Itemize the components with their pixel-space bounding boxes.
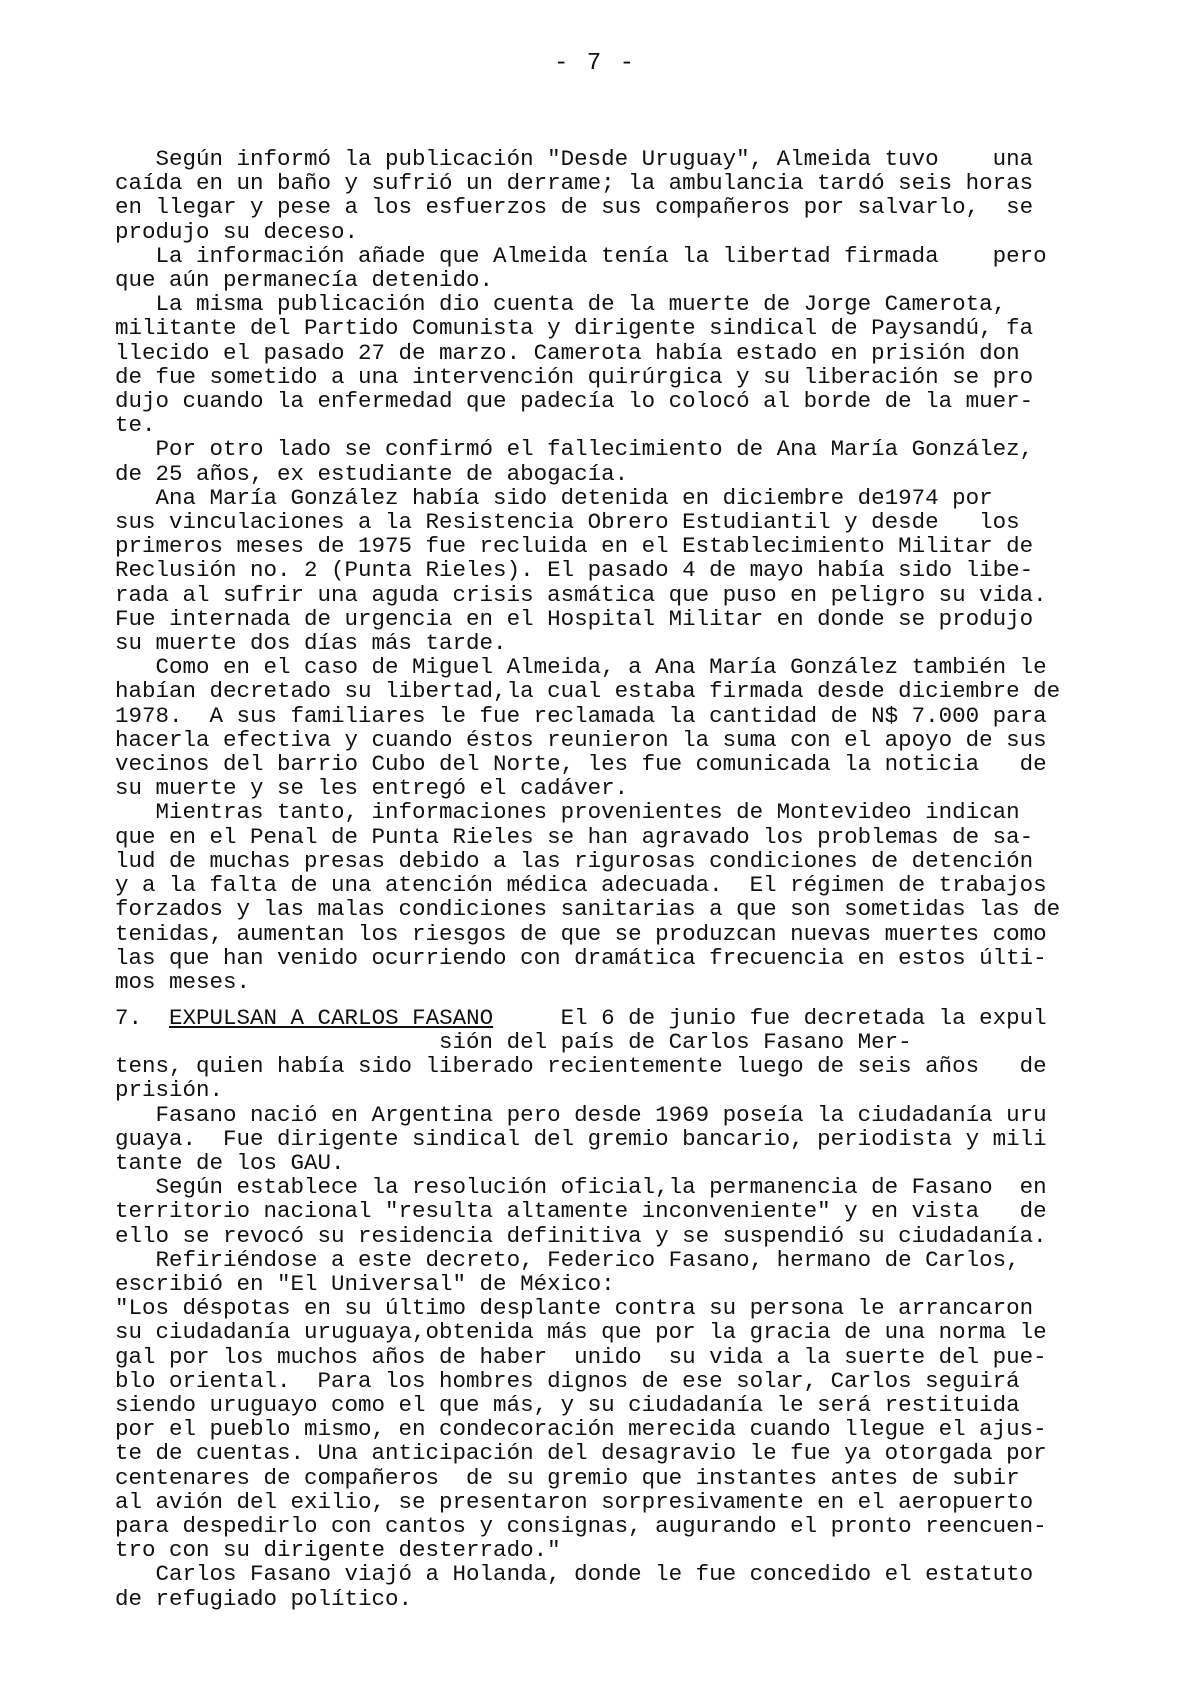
text-line: tenidas, aumentan los riesgos de que se produzcan nuevas muertes como xyxy=(115,920,1047,947)
text-line: hacerla efectiva y cuando éstos reunieron la suma con el apoyo de sus xyxy=(115,726,1047,753)
text-line: Fasano nació en Argentina pero desde 1969 poseía la ciudadanía uru xyxy=(115,1101,1047,1128)
text-line: tante de los GAU. xyxy=(115,1150,345,1177)
text-line: su ciudadanía uruguaya,obtenida más que por la gracia de una norma le xyxy=(115,1319,1047,1346)
text-line: su muerte dos días más tarde. xyxy=(115,630,507,657)
text-line: forzados y las malas condiciones sanitarias a que son sometidas las de xyxy=(115,896,1061,923)
text-line: dujo cuando la enfermedad que padecía lo colocó al borde de la muer- xyxy=(115,388,1034,415)
text-line: produjo su deceso. xyxy=(115,218,359,245)
text-line: de 25 años, ex estudiante de abogacía. xyxy=(115,460,629,487)
text-line: Ana María González había sido detenida en diciembre de1974 por xyxy=(115,484,993,511)
body-text-section-1 xyxy=(115,147,1110,994)
text-line: tro con su dirigente desterrado." xyxy=(115,1537,561,1564)
text-line: ello se revocó su residencia definitiva y se suspendió su ciudadanía. xyxy=(115,1222,1047,1249)
text-line: en llegar y pese a los esfuerzos de sus compañeros por salvarlo, se xyxy=(115,194,1034,221)
text-line: mos meses. xyxy=(115,968,251,995)
text-line: que aún permanecía detenido. xyxy=(115,267,494,294)
text-line: centenares de compañeros de su gremio que instantes antes de subir xyxy=(115,1464,1020,1491)
text-line: guaya. Fue dirigente sindical del gremio bancario, periodista y mili xyxy=(115,1125,1047,1152)
text-line: siendo uruguayo como el que más, y su ciudadanía le será restituida xyxy=(115,1392,1020,1419)
text-line: escribió en "El Universal" de México: xyxy=(115,1271,615,1298)
text-line: gal por los muchos años de haber unido su vida a la suerte del pue- xyxy=(115,1343,1047,1370)
body-text-section-2 xyxy=(115,1030,1110,1611)
text-line: 1978. A sus familiares le fue reclamada la cantidad de N$ 7.000 para xyxy=(115,702,1047,729)
text-line: de fue sometido a una intervención quirúrgica y su liberación se pro xyxy=(115,363,1034,390)
section-heading-line xyxy=(115,1006,1047,1030)
text-line: blo oriental. Para los hombres dignos de ese solar, Carlos seguirá xyxy=(115,1367,1020,1394)
text-line: su muerte y se les entregó el cadáver. xyxy=(115,775,629,802)
text-line: militante del Partido Comunista y dirigente sindical de Paysandú, fa xyxy=(115,315,1034,342)
text-line: que en el Penal de Punta Rieles se han agravado los problemas de sa- xyxy=(115,823,1034,850)
text-line: al avión del exilio, se presentaron sorpresivamente en el aeropuerto xyxy=(115,1488,1034,1515)
text-line: La misma publicación dio cuenta de la muerte de Jorge Camerota, xyxy=(115,291,1007,318)
text-line: las que han venido ocurriendo con dramática frecuencia en estos últi- xyxy=(115,944,1047,971)
section-number: 7. xyxy=(115,1005,143,1031)
text-line: prisión. xyxy=(115,1077,224,1104)
text-line: Reclusión no. 2 (Punta Rieles). El pasado 4 de mayo había sido libe- xyxy=(115,557,1034,584)
text-line: territorio nacional "resulta altamente inconveniente" y en vista de xyxy=(115,1198,1047,1225)
text-line: Como en el caso de Miguel Almeida, a Ana María González también le xyxy=(115,654,1047,681)
text-line: Refiriéndose a este decreto, Federico Fasano, hermano de Carlos, xyxy=(115,1246,1020,1273)
text-line: lud de muchas presas debido a las rigurosas condiciones de detención xyxy=(115,847,1034,874)
text-line: te de cuentas. Una anticipación del desagravio le fue ya otorgada por xyxy=(115,1440,1047,1467)
text-line: La información añade que Almeida tenía la libertad firmada pero xyxy=(115,242,1047,269)
text-line: vecinos del barrio Cubo del Norte, les fue comunicada la noticia de xyxy=(115,751,1047,778)
text-line: Según establece la resolución oficial,la permanencia de Fasano en xyxy=(115,1174,1047,1201)
text-line: habían decretado su libertad,la cual estaba firmada desde diciembre de xyxy=(115,678,1061,705)
text-line: Según informó la publicación "Desde Uruguay", Almeida tuvo una xyxy=(115,146,1034,172)
section-first-line: El 6 de junio fue decretada la expul xyxy=(560,1005,1047,1031)
text-line: caída en un baño y sufrió un derrame; la ambulancia tardó seis horas xyxy=(115,170,1034,197)
text-line: por el pueblo mismo, en condecoración merecida cuando llegue el ajus- xyxy=(115,1416,1047,1443)
text-line: "Los déspotas en su último desplante contra su persona le arrancaron xyxy=(115,1295,1034,1322)
section-title: EXPULSAN A CARLOS FASANO xyxy=(169,1005,494,1031)
text-line: Por otro lado se confirmó el fallecimiento de Ana María González, xyxy=(115,436,1034,463)
text-line: Mientras tanto, informaciones provenientes de Montevideo indican xyxy=(115,799,1020,826)
text-line: primeros meses de 1975 fue recluida en el Establecimiento Militar de xyxy=(115,533,1034,560)
text-line: sus vinculaciones a la Resistencia Obrero Estudiantil y desde los xyxy=(115,509,1020,536)
text-line: Fue internada de urgencia en el Hospital Militar en donde se produjo xyxy=(115,605,1034,632)
section-2-lines xyxy=(115,1054,1110,1611)
page-number: - 7 - xyxy=(553,50,636,77)
text-line: de refugiado político. xyxy=(115,1585,413,1612)
text-line: para despedirlo con cantos y consignas, augurando el pronto reencuen- xyxy=(115,1513,1047,1540)
text-line: rada al sufrir una aguda crisis asmática que puso en peligro su vida. xyxy=(115,581,1047,608)
text-line: llecido el pasado 27 de marzo. Camerota había estado en prisión don xyxy=(115,339,1020,366)
text-line: tens, quien había sido liberado recientemente luego de seis años de xyxy=(115,1053,1047,1080)
text-line: Carlos Fasano viajó a Holanda, donde le fue concedido el estatuto xyxy=(115,1561,1034,1588)
text-line: y a la falta de una atención médica adecuada. El régimen de trabajos xyxy=(115,872,1047,899)
text-line: te. xyxy=(115,412,156,439)
text-line: sión del país de Carlos Fasano Mer- xyxy=(115,1029,912,1055)
